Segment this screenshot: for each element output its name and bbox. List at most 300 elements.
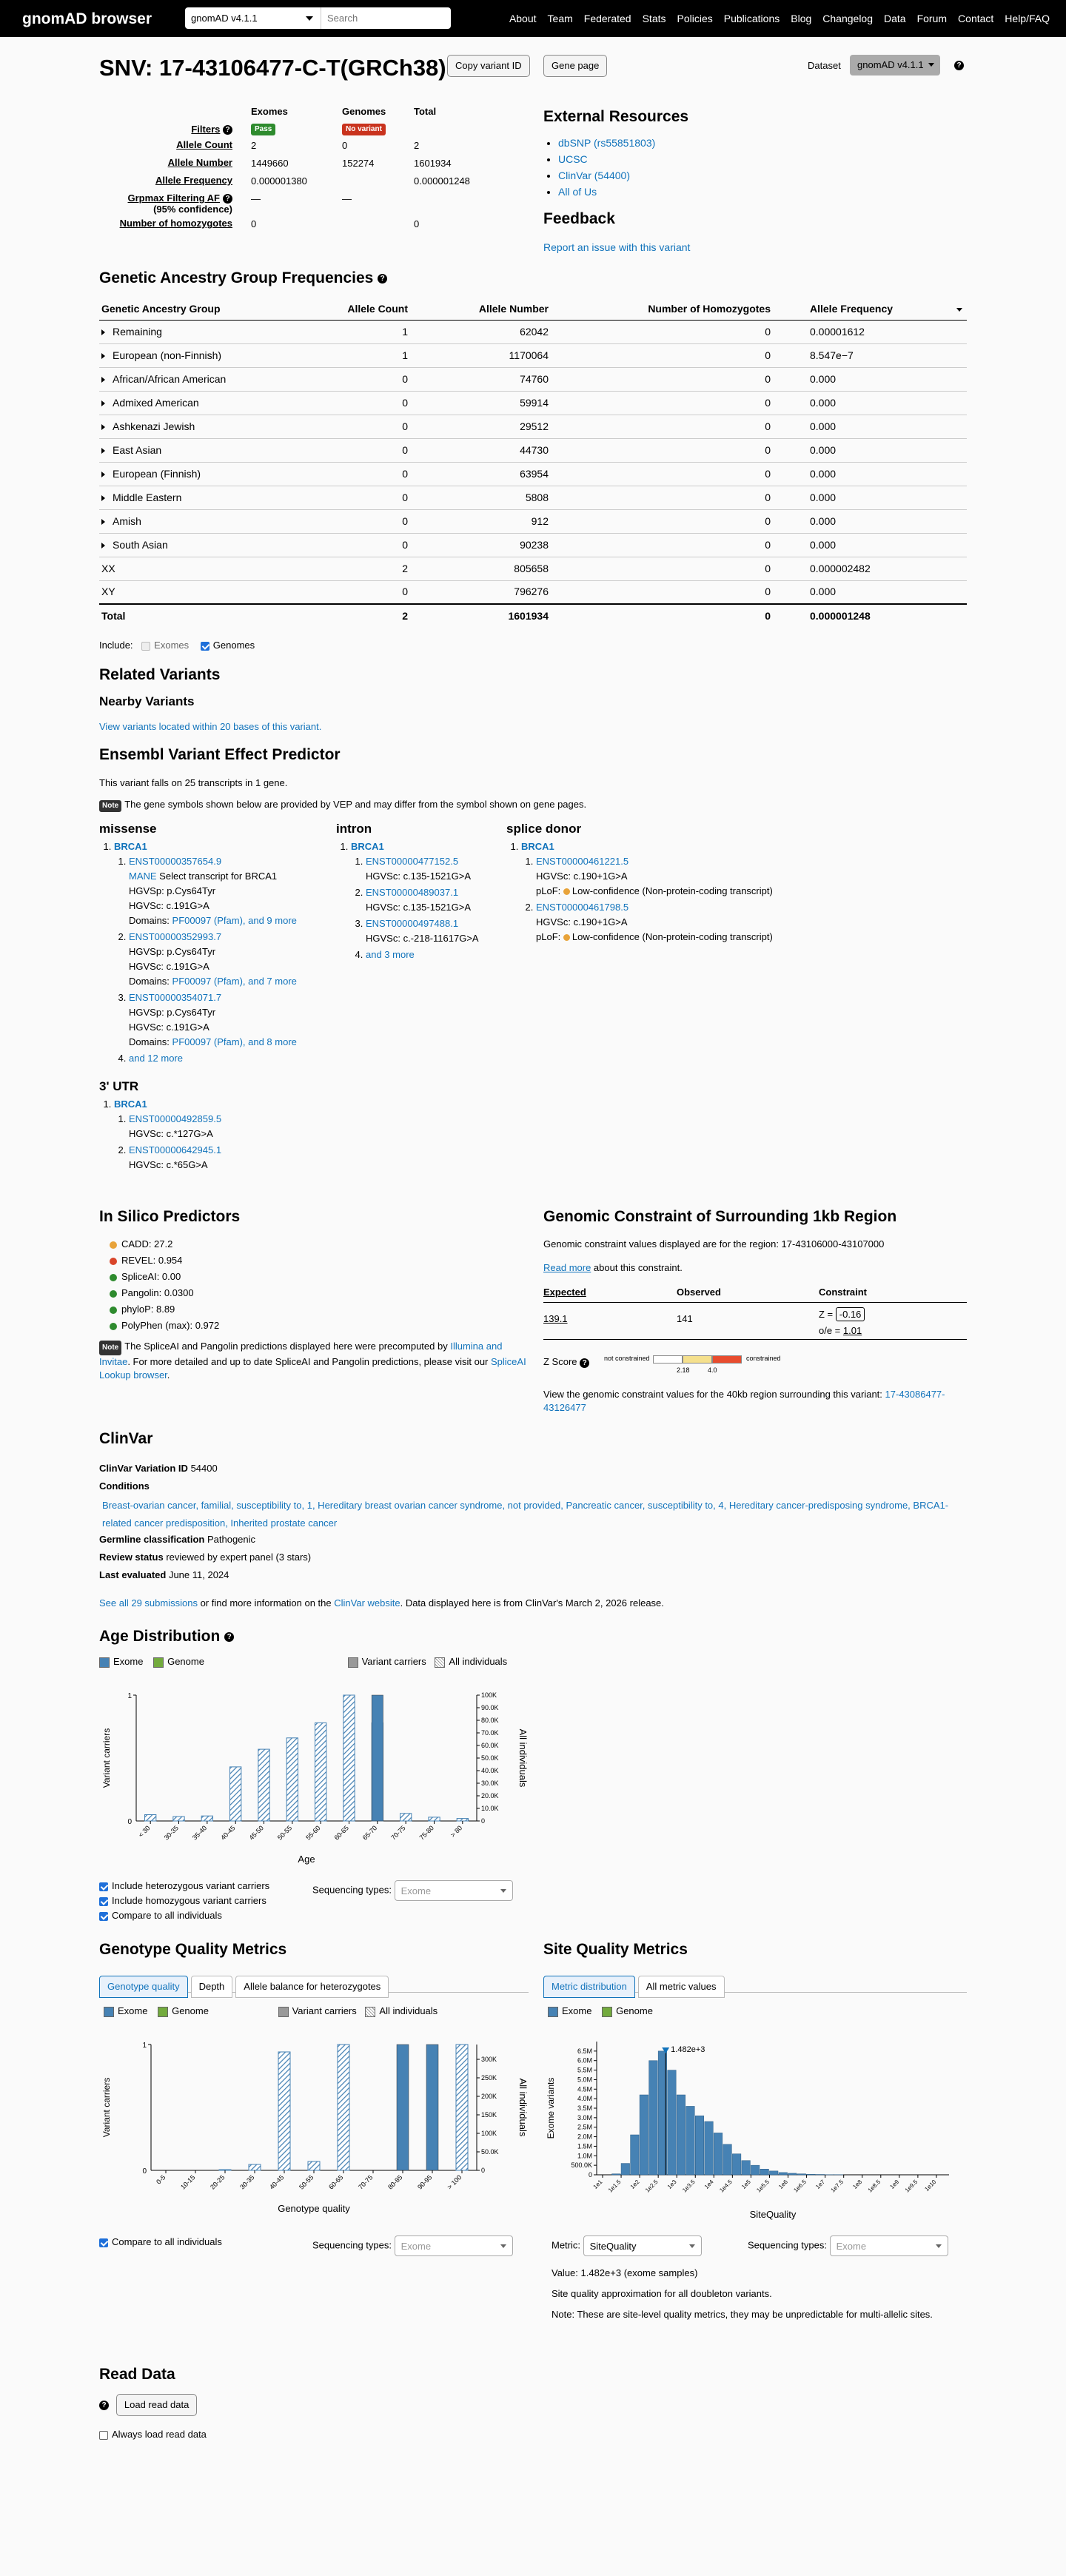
- transcript-link[interactable]: ENST00000352993.7: [129, 931, 222, 942]
- tab-genotype-quality[interactable]: Genotype quality: [99, 1976, 188, 1998]
- exome-swatch: [99, 1657, 110, 1668]
- related-title: Related Variants: [99, 666, 221, 683]
- metric-select[interactable]: SiteQuality: [583, 2235, 702, 2256]
- het-checkbox[interactable]: [99, 1882, 108, 1891]
- illumina-link[interactable]: Illumina and Invitae: [99, 1341, 503, 1368]
- gq-chart: [99, 2028, 536, 2221]
- sq-title: Site Quality Metrics: [543, 1941, 688, 1958]
- x-tick-label: 40-45: [268, 2173, 286, 2191]
- predictor-item: REVEL: 0.954: [110, 1252, 529, 1269]
- more-transcripts-link[interactable]: and 12 more: [129, 1053, 183, 1064]
- summary-value: 2: [251, 140, 257, 151]
- compare-checkbox[interactable]: [99, 2238, 108, 2247]
- carriers-swatch: [348, 1657, 358, 1668]
- gene-page-button[interactable]: Gene page: [543, 55, 607, 77]
- status-dot-icon: [110, 1274, 117, 1281]
- y-tick-label: 1.0M: [577, 2152, 592, 2160]
- y-axis-label: Variant carriers: [101, 1728, 112, 1788]
- tab-allele-balance-for-heterozygotes[interactable]: Allele balance for heterozygotes: [235, 1976, 389, 1998]
- version-select[interactable]: gnomAD v4.1.1: [185, 7, 321, 29]
- summary-value: 0.000001248: [414, 175, 470, 187]
- y2-tick-label: 0: [481, 2167, 486, 2174]
- nav-changelog[interactable]: Changelog: [822, 13, 874, 24]
- vep-note: Note The gene symbols shown below are provided by VEP and may differ from the symbol shown on gene pages.: [99, 798, 586, 812]
- help-icon[interactable]: ?: [223, 194, 232, 204]
- summary-value: 0: [342, 140, 348, 151]
- nav-team[interactable]: Team: [547, 13, 573, 24]
- transcript-link[interactable]: ENST00000461798.5: [536, 902, 629, 913]
- external-link[interactable]: All of Us: [558, 186, 597, 198]
- y2-tick-label: 50.0K: [481, 1754, 499, 1762]
- histogram-bar: [677, 2095, 685, 2175]
- summary-value: 152274: [342, 158, 375, 169]
- histogram-bar: [631, 2135, 640, 2175]
- x-tick-label: 40-45: [219, 1824, 237, 1842]
- bar-all-individuals: [278, 2052, 290, 2170]
- sq-tabs: [543, 1970, 967, 1993]
- bar-all-individuals: [201, 1816, 212, 1821]
- summary-value: 2: [414, 140, 420, 151]
- x-tick-label: 1e6.5: [792, 2178, 808, 2194]
- x-tick-label: 1e8.5: [866, 2178, 882, 2194]
- x-tick-label: 1e9: [888, 2178, 901, 2190]
- ancestry-table: [99, 299, 967, 628]
- x-tick-label: 30-35: [162, 1824, 180, 1842]
- histogram-bar: [612, 2174, 621, 2175]
- summary-row-label: Allele Number: [167, 157, 232, 168]
- tab-metric-distribution[interactable]: Metric distribution: [543, 1976, 635, 1998]
- nav-about[interactable]: About: [509, 13, 537, 24]
- transcript-link[interactable]: ENST00000357654.9: [129, 856, 222, 867]
- tab-all-metric-values[interactable]: All metric values: [638, 1976, 725, 1998]
- col-genomes: Genomes: [342, 106, 386, 117]
- x-tick-label: 1e9.5: [903, 2178, 919, 2194]
- histogram-bar: [742, 2161, 751, 2175]
- help-icon[interactable]: ?: [378, 274, 387, 284]
- y-tick-label: 1: [142, 2042, 147, 2050]
- summary-value: 1601934: [414, 158, 452, 169]
- table-row[interactable]: African/African American 0 74760 0 0.000: [99, 367, 967, 391]
- sq-note: Note: These are site-level quality metrics, they may be unpredictable for multi-allelic sites.: [552, 2309, 933, 2320]
- region-40kb-link[interactable]: 17-43086477-43126477: [543, 1389, 945, 1414]
- external-link[interactable]: UCSC: [558, 153, 588, 166]
- col-total: Total: [414, 106, 437, 117]
- bar-all-individuals: [400, 1814, 412, 1821]
- main-nav: [509, 12, 1050, 26]
- x-tick-label: 55-60: [304, 1824, 322, 1842]
- status-dot-icon: [110, 1323, 117, 1330]
- sq-info: [552, 2267, 966, 2321]
- x-tick-label: 65-70: [361, 1824, 379, 1842]
- bar-all-individuals: [145, 1815, 156, 1822]
- gq-legend: Exome Genome Variant carriers All individuals: [104, 2005, 438, 2018]
- y-tick-label: 4.0M: [577, 2095, 592, 2103]
- sq-metric: Metric: SiteQuality: [552, 2235, 702, 2256]
- y2-tick-label: 250K: [481, 2074, 497, 2082]
- external-resources: [543, 107, 690, 255]
- sequencing-select[interactable]: Exome: [830, 2235, 948, 2256]
- gq-compare: Compare to all individuals: [99, 2235, 222, 2249]
- table-row[interactable]: South Asian 0 90238 0 0.000: [99, 533, 967, 557]
- submissions-link[interactable]: See all 29 submissions: [99, 1597, 198, 1609]
- transcript-link[interactable]: ENST00000477152.5: [366, 856, 459, 867]
- expand-arrow-icon[interactable]: [101, 519, 108, 525]
- intron-title: intron: [336, 822, 372, 836]
- exome-swatch: [548, 2007, 558, 2017]
- x-tick-label: 75-80: [418, 1824, 435, 1842]
- y2-axis-label: All individuals: [517, 1728, 529, 1788]
- expand-arrow-icon[interactable]: [101, 472, 108, 477]
- y-tick-label: 6.5M: [577, 2047, 592, 2055]
- expand-arrow-icon[interactable]: [101, 448, 108, 454]
- predictor-item: phyloP: 8.89: [110, 1301, 529, 1318]
- bar-exome: [426, 2045, 438, 2170]
- y2-tick-label: 100K: [481, 2130, 497, 2137]
- x-tick-label: < 30: [136, 1824, 152, 1839]
- nav-contact[interactable]: Contact: [958, 13, 994, 24]
- summary-row-label: Grpmax Filtering AF ? (95% confidence): [127, 192, 232, 215]
- sq-desc: Site quality approximation for all doubleton variants.: [552, 2288, 772, 2299]
- sq-seq: Sequencing types: Exome: [748, 2235, 948, 2256]
- y-tick-label: 6.0M: [577, 2056, 592, 2065]
- y2-tick-label: 80.0K: [481, 1717, 499, 1724]
- x-tick-label: 20-25: [209, 2173, 227, 2191]
- nav-forum[interactable]: Forum: [916, 13, 948, 24]
- bar-exome: [397, 2045, 409, 2170]
- transcript-link[interactable]: ENST00000461221.5: [536, 856, 629, 867]
- transcript-link[interactable]: ENST00000492859.5: [129, 1113, 222, 1124]
- x-tick-label: 1e10: [923, 2178, 938, 2193]
- y2-tick-label: 50.0K: [481, 2148, 499, 2156]
- expand-arrow-icon[interactable]: [101, 377, 108, 383]
- histogram-bar: [797, 2174, 806, 2175]
- bar-all-individuals: [343, 1695, 355, 1821]
- help-icon[interactable]: ?: [223, 125, 232, 135]
- gene-link[interactable]: BRCA1: [114, 841, 147, 852]
- x-tick-label: > 100: [446, 2173, 463, 2191]
- histogram-bar: [686, 2106, 695, 2175]
- x-tick-label: 1e1.5: [606, 2178, 623, 2194]
- carriers-swatch: [278, 2007, 289, 2017]
- search-input[interactable]: [321, 7, 451, 29]
- bar-all-individuals: [457, 1819, 468, 1821]
- read-title: Read Data: [99, 2366, 175, 2383]
- nearby-link[interactable]: View variants located within 20 bases of this variant.: [99, 721, 322, 732]
- y-tick-label: 2.5M: [577, 2123, 592, 2131]
- sq-chart: [543, 2028, 967, 2221]
- age-chart: [99, 1679, 536, 1871]
- y-tick-label: 1: [127, 1692, 132, 1700]
- bar-all-individuals: [315, 1723, 326, 1821]
- col-group[interactable]: Genetic Ancestry Group: [99, 299, 306, 320]
- clinvar-id: 54400: [190, 1463, 218, 1474]
- gq-tabs: [99, 1970, 529, 1993]
- dataset-label: Dataset: [808, 60, 841, 71]
- help-icon[interactable]: ?: [580, 1358, 589, 1368]
- genome-swatch: [158, 2007, 168, 2017]
- histogram-bar: [807, 2174, 816, 2175]
- histogram-bar: [649, 2061, 658, 2175]
- transcript-link[interactable]: ENST00000642945.1: [129, 1144, 222, 1155]
- status-dot-icon: [110, 1307, 117, 1314]
- col-homozygotes[interactable]: Number of Homozygotes: [551, 299, 773, 320]
- histogram-bar: [769, 2171, 778, 2175]
- x-tick-label: 1e2.5: [644, 2178, 660, 2194]
- exome-swatch: [104, 2007, 114, 2017]
- x-tick-label: 60-65: [332, 1824, 350, 1842]
- utr-section: 3' UTR 1. BRCA1 1. ENST00000492859.5 HGVSc: c.*127G>A 2. ENST00000642945.1 HGVSc: c.*65G>A: [99, 1079, 336, 1174]
- y-tick-label: 500.0K: [571, 2161, 592, 2170]
- x-tick-label: 45-50: [247, 1824, 265, 1842]
- mane-link[interactable]: MANE: [129, 871, 157, 882]
- domains-link[interactable]: PF00097 (Pfam), and 8 more: [172, 1036, 297, 1047]
- expand-arrow-icon[interactable]: [101, 495, 108, 501]
- x-tick-label: 1e2: [628, 2178, 641, 2190]
- tab-depth[interactable]: Depth: [191, 1976, 233, 1998]
- y-tick-label: 0: [142, 2167, 147, 2176]
- clinvar-website-link[interactable]: ClinVar website: [334, 1597, 400, 1609]
- bar-all-individuals: [249, 2164, 261, 2170]
- expand-arrow-icon[interactable]: [101, 353, 108, 359]
- x-tick-label: 70-75: [357, 2173, 375, 2191]
- summary-row-label: Number of homozygotes: [119, 218, 232, 229]
- col-constraint: Constraint: [819, 1287, 867, 1298]
- histogram-bar: [695, 2116, 704, 2175]
- nav-publications[interactable]: Publications: [723, 13, 780, 24]
- age-legend: Exome Genome Variant carriers All individuals: [99, 1655, 507, 1668]
- histogram-bar: [714, 2133, 723, 2175]
- value-marker-label: 1.482e+3: [671, 2045, 705, 2054]
- status-dot-icon: [110, 1258, 117, 1265]
- no-variant-badge: No variant: [342, 124, 386, 135]
- summary-value: 0.000001380: [251, 175, 307, 187]
- table-row[interactable]: European (non-Finnish) 1 1170064 0 8.547e−7: [99, 343, 967, 367]
- external-link[interactable]: dbSNP (rs55851803): [558, 137, 656, 150]
- expand-arrow-icon[interactable]: [101, 543, 108, 549]
- predictor-item: Pangolin: 0.0300: [110, 1285, 529, 1301]
- bar-all-individuals: [258, 1749, 269, 1821]
- transcript-link[interactable]: ENST00000354071.7: [129, 992, 222, 1003]
- x-axis-label: SiteQuality: [749, 2209, 797, 2220]
- table-row[interactable]: Amish 0 912 0 0.000: [99, 509, 967, 533]
- feedback-title: Feedback: [543, 210, 615, 228]
- bar-all-individuals: [173, 1817, 184, 1821]
- histogram-bar: [760, 2169, 769, 2175]
- y2-tick-label: 10.0K: [481, 1805, 499, 1812]
- conditions-links[interactable]: Breast-ovarian cancer, familial, susceptibility to, 1, Hereditary breast ovarian cancer syndrome, not provided, Pancreatic cancer, susceptibility to, 4, Hereditary cancer-predisposing syndrome, BRCA1-related cancer predisposition, Inherited prostate cancer: [102, 1500, 949, 1529]
- vep-title: Ensembl Variant Effect Predictor: [99, 746, 341, 763]
- age-options: Include heterozygous variant carriers Include homozygous variant carriers Compare to all individuals: [99, 1879, 269, 1923]
- expand-arrow-icon[interactable]: [101, 400, 108, 406]
- summary-value: —: [251, 193, 261, 204]
- gq-seq: Sequencing types: Exome: [312, 2235, 513, 2256]
- transcript-link[interactable]: ENST00000497488.1: [366, 918, 459, 929]
- bar-all-individuals: [308, 2161, 320, 2170]
- x-tick-label: 1e4.5: [718, 2178, 734, 2194]
- summary-value: 0: [414, 218, 420, 229]
- top-bar: [0, 0, 1066, 37]
- insilico-section: [99, 1207, 529, 1382]
- help-icon[interactable]: ?: [224, 1632, 234, 1642]
- exomes-checkbox[interactable]: [141, 642, 150, 651]
- summary-row-label: Allele Count: [176, 139, 232, 150]
- gene-link[interactable]: BRCA1: [521, 841, 554, 852]
- expand-arrow-icon[interactable]: [101, 424, 108, 430]
- x-tick-label: 1e7.5: [829, 2178, 845, 2194]
- summary-row-label: Allele Frequency: [155, 175, 232, 186]
- bar-exome: [372, 1695, 383, 1821]
- histogram-bar: [816, 2174, 825, 2175]
- histogram-bar: [705, 2121, 714, 2175]
- nearby-title: Nearby Variants: [99, 694, 195, 708]
- table-row: XX 2 805658 0 0.000002482: [99, 557, 967, 580]
- histogram-bar: [621, 2164, 630, 2175]
- more-transcripts-link[interactable]: and 3 more: [366, 949, 415, 960]
- bar-all-individuals: [338, 2045, 349, 2170]
- dataset-select[interactable]: gnomAD v4.1.1: [850, 55, 940, 76]
- genome-swatch: [153, 1657, 164, 1668]
- y2-tick-label: 70.0K: [481, 1729, 499, 1737]
- histogram-bar: [640, 2095, 648, 2175]
- status-dot-icon: [110, 1290, 117, 1298]
- y2-tick-label: 300K: [481, 2056, 497, 2063]
- site-logo[interactable]: gnomAD browser: [22, 10, 152, 27]
- x-tick-label: 1e5.5: [755, 2178, 771, 2194]
- clinvar-section: ClinVar ClinVar Variation ID 54400 Conditions Breast-ovarian cancer, familial, susceptibility to, 1, Hereditary breast ovarian cancer syndrome, not provided, Pancreatic cancer, susceptibility to, 4, Hereditary cancer-predisposing syndrome, BRCA1-related cancer predisposition, Inherited prostate cancer Germline classification Pathogenic Review status reviewed by expert panel (3 stars) Last evaluated June 11, 2024 See all 29 submissions or find more information on the ClinVar website. Data displayed here is from ClinVar's March 2, 2026 release.: [99, 1432, 967, 1611]
- gene-link[interactable]: BRCA1: [114, 1099, 147, 1110]
- y2-tick-label: 200K: [481, 2093, 497, 2100]
- total-row: Total 2 1601934 0 0.000001248: [99, 604, 967, 628]
- x-tick-label: 35-40: [190, 1824, 209, 1842]
- transcript-link[interactable]: ENST00000489037.1: [366, 887, 459, 898]
- external-link[interactable]: ClinVar (54400): [558, 170, 631, 182]
- filters-label: Filters: [191, 124, 221, 135]
- domains-link[interactable]: PF00097 (Pfam), and 9 more: [172, 915, 297, 926]
- constraint-title: Genomic Constraint of Surrounding 1kb Region: [543, 1208, 897, 1225]
- x-tick-label: > 80: [449, 1824, 464, 1839]
- gq-title: Genotype Quality Metrics: [99, 1941, 287, 1958]
- nav-policies[interactable]: Policies: [677, 13, 713, 24]
- x-tick-label: 1e4: [703, 2178, 715, 2190]
- predictor-item: PolyPhen (max): 0.972: [110, 1318, 529, 1334]
- y-axis-label: Exome variants: [546, 2077, 556, 2139]
- nav-helpfaq[interactable]: Help/FAQ: [1005, 13, 1050, 24]
- histogram-bar: [732, 2154, 741, 2175]
- x-tick-label: 80-85: [386, 2173, 404, 2191]
- read-more-link[interactable]: Read more: [543, 1261, 591, 1273]
- y-tick-label: 1.5M: [577, 2142, 592, 2150]
- vep-intro: This variant falls on 25 transcripts in 1 gene.: [99, 777, 288, 788]
- splice-section: splice donor 1. BRCA1 1. ENST00000461221.5 HGVSc: c.190+1G>A pLoF: Low-confidence (Non-protein-coding transcript) 2. ENST00000461798.5 HGVSc: c.190+1G>A pLoF: Low-confidence (Non-protein-coding transcript): [506, 822, 817, 946]
- status-dot-icon: [110, 1241, 117, 1249]
- nav-federated[interactable]: Federated: [583, 13, 631, 24]
- x-axis-label: Age: [298, 1854, 315, 1865]
- warning-icon: [563, 888, 570, 895]
- x-tick-label: 60-65: [327, 2173, 345, 2191]
- bar-all-individuals: [286, 1738, 298, 1821]
- x-tick-label: 10-15: [179, 2173, 197, 2191]
- pass-badge: Pass: [251, 124, 275, 135]
- gene-link[interactable]: BRCA1: [351, 841, 384, 852]
- predictor-item: SpliceAI: 0.00: [110, 1269, 529, 1285]
- spliceai-lookup-link[interactable]: SpliceAI Lookup browser: [99, 1356, 526, 1381]
- include-row: Include: Exomes Genomes: [99, 640, 255, 651]
- genomes-checkbox[interactable]: [201, 642, 209, 651]
- table-row[interactable]: Middle Eastern 0 5808 0 0.000: [99, 486, 967, 509]
- histogram-bar: [723, 2144, 732, 2175]
- domains-link[interactable]: PF00097 (Pfam), and 7 more: [172, 976, 297, 987]
- table-row[interactable]: European (Finnish) 0 63954 0 0.000: [99, 462, 967, 486]
- table-row[interactable]: Ashkenazi Jewish 0 29512 0 0.000: [99, 415, 967, 438]
- hom-checkbox[interactable]: [99, 1897, 108, 1906]
- always-load-checkbox[interactable]: [99, 2431, 108, 2440]
- load-read-data-button[interactable]: Load read data: [116, 2394, 197, 2416]
- x-tick-label: 1e1: [591, 2178, 604, 2190]
- nav-data[interactable]: Data: [884, 13, 906, 24]
- help-icon[interactable]: ?: [954, 61, 964, 70]
- nav-blog[interactable]: Blog: [791, 13, 812, 24]
- all-individuals-swatch: [435, 1657, 445, 1668]
- y2-tick-label: 60.0K: [481, 1742, 499, 1749]
- x-tick-label: 1e8: [851, 2178, 864, 2190]
- y-tick-label: 0: [588, 2171, 592, 2178]
- nav-stats[interactable]: Stats: [642, 13, 666, 24]
- col-exomes: Exomes: [251, 106, 288, 117]
- expand-arrow-icon[interactable]: [101, 329, 108, 335]
- splice-title: splice donor: [506, 822, 582, 836]
- table-row[interactable]: Admixed American 0 59914 0 0.000: [99, 391, 967, 415]
- help-icon[interactable]: ?: [99, 2401, 109, 2410]
- bar-all-individuals: [429, 1817, 440, 1821]
- x-tick-label: 90-95: [416, 2173, 434, 2191]
- missense-title: missense: [99, 822, 157, 836]
- sequencing-select[interactable]: Exome: [395, 2235, 513, 2256]
- insilico-title: In Silico Predictors: [99, 1208, 241, 1225]
- bar-all-individuals: [230, 1767, 241, 1821]
- insilico-note: Note The SpliceAI and Pangolin predictions displayed here were precomputed by Illumina and Invitae. For more detailed and up to date SpliceAI and Pangolin predictions, please visit our SpliceAI Lookup browser.: [99, 1341, 526, 1381]
- summary-value: —: [342, 193, 352, 204]
- copy-variant-id-button[interactable]: Copy variant ID: [447, 55, 530, 77]
- col-allele-number[interactable]: Allele Number: [410, 299, 551, 320]
- table-row[interactable]: East Asian 0 44730 0 0.000: [99, 438, 967, 462]
- table-row[interactable]: Remaining 1 62042 0 0.00001612: [99, 320, 967, 343]
- y-tick-label: 5.0M: [577, 2076, 592, 2084]
- x-tick-label: 1e7: [814, 2178, 827, 2190]
- x-tick-label: 0-5: [155, 2173, 167, 2186]
- x-tick-label: 1e6: [777, 2178, 789, 2190]
- bar-all-individuals: [456, 2045, 468, 2170]
- histogram-bar: [668, 2070, 677, 2175]
- report-issue-link[interactable]: Report an issue with this variant: [543, 241, 691, 253]
- x-tick-label: 50-55: [298, 2173, 315, 2191]
- col-allele-count[interactable]: Allele Count: [306, 299, 410, 320]
- constraint-section: Genomic Constraint of Surrounding 1kb Region Genomic constraint values displayed are for the region: 17-43106000-43107000 Read more about this constraint. Expected Observed Constraint 139.1 141 Z = -0.16 o/e = 1.01 Z Score ? not constrained constrained 2.18 4.0 View the genomic constraint values for the 40kb region surrounding this variant: 17-43086477-43126477: [543, 1207, 967, 1415]
- col-allele-frequency[interactable]: Allele Frequency: [773, 299, 967, 320]
- all-individuals-swatch: [365, 2007, 375, 2017]
- sequencing-select[interactable]: Exome: [395, 1880, 513, 1901]
- y-tick-label: 3.0M: [577, 2113, 592, 2121]
- x-tick-label: 1e5: [740, 2178, 752, 2190]
- oe-value: 1.01: [842, 1325, 862, 1337]
- external-title: External Resources: [543, 108, 689, 125]
- histogram-bar: [779, 2173, 788, 2175]
- genome-swatch: [602, 2007, 612, 2017]
- read-controls: [99, 2394, 197, 2416]
- y-axis-label: Variant carriers: [101, 2077, 112, 2138]
- compare-checkbox[interactable]: [99, 1912, 108, 1921]
- y2-axis-label: All individuals: [517, 2078, 529, 2137]
- histogram-bar: [788, 2173, 797, 2175]
